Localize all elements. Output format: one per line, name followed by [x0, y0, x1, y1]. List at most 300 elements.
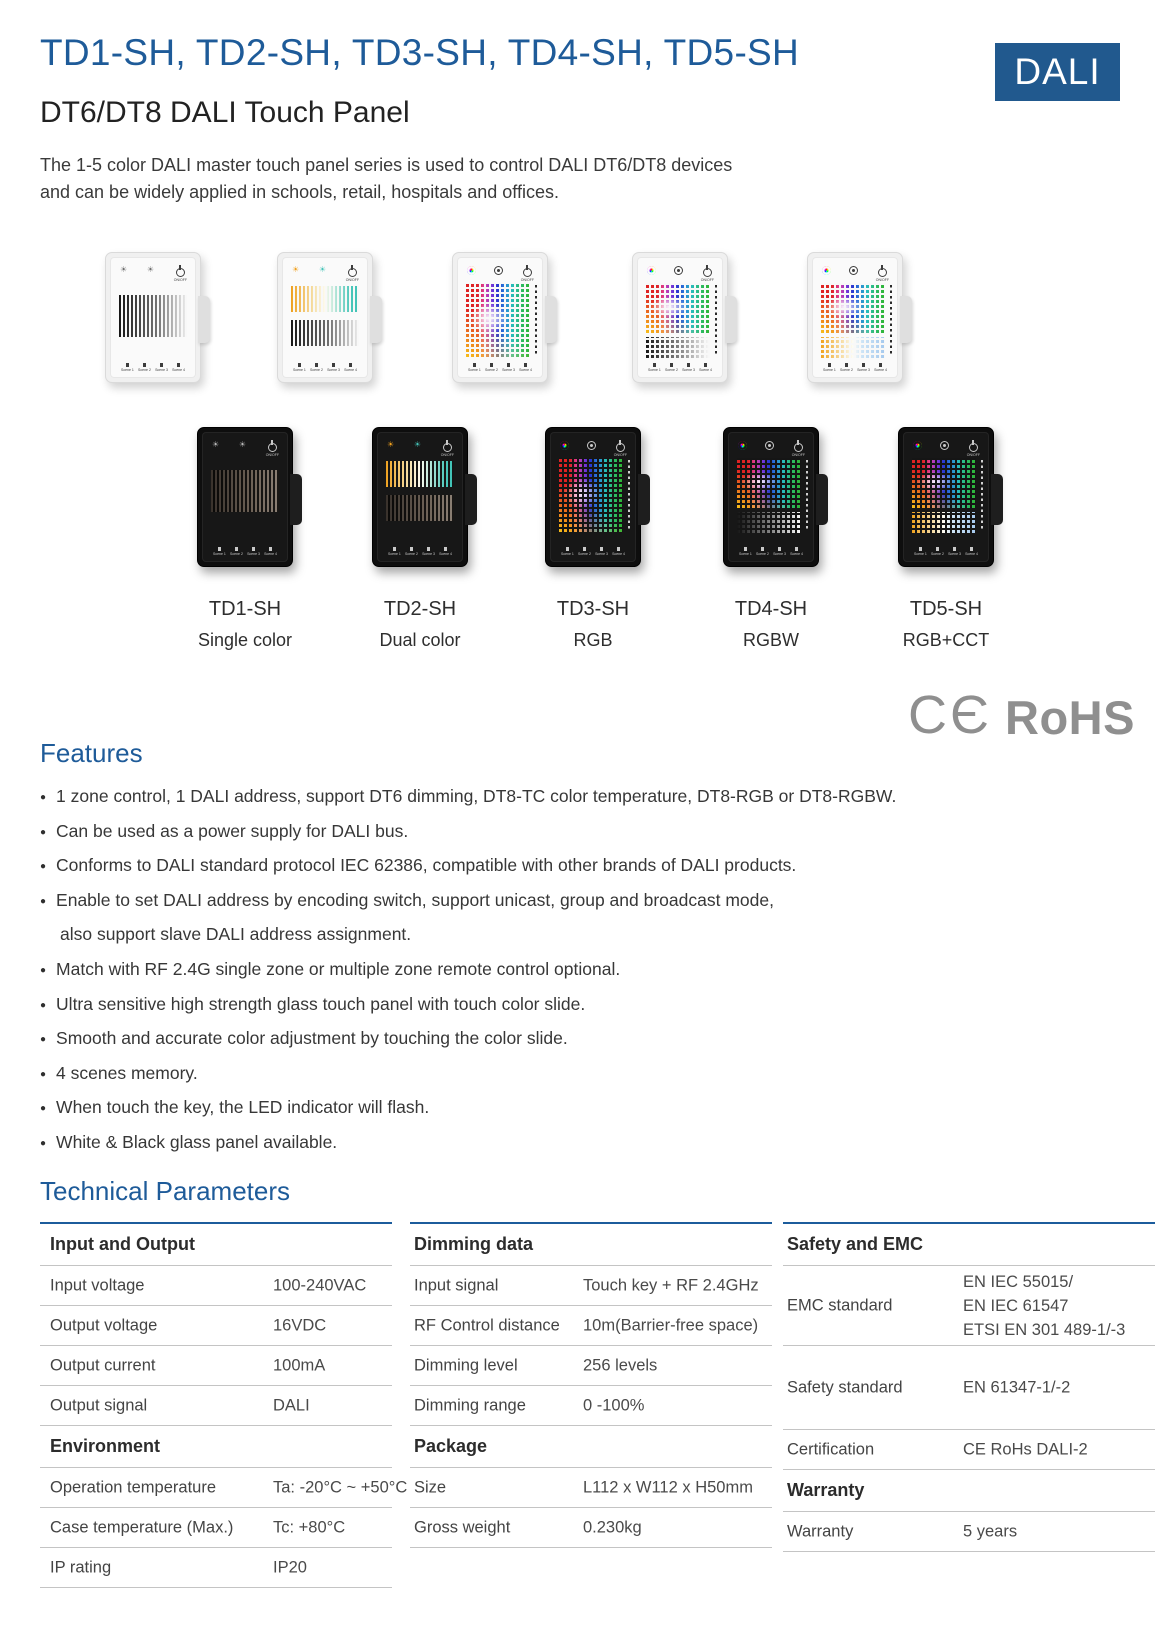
power-icon [176, 268, 185, 277]
scene-button [648, 363, 661, 372]
emc-line: EN IEC 61547 [963, 1296, 1069, 1315]
rgb-color-grid [466, 283, 530, 357]
color-wheel-icon [738, 441, 747, 450]
scene-dot [617, 547, 620, 551]
power-icon [523, 268, 532, 277]
scene-dot [177, 363, 180, 367]
scene-label: Scene 4 [790, 552, 803, 556]
feature-item: ● Enable to set DALI address by encoding switch, support unicast, group and broadcast mode, [40, 884, 896, 919]
power-button [521, 266, 534, 282]
scene-label: Scene 1 [648, 368, 661, 372]
product-model: TD3-SH [556, 598, 630, 620]
table-row [410, 1346, 772, 1386]
table-row [410, 1386, 772, 1426]
wall-mount-box [991, 474, 1003, 525]
scene-dot [795, 547, 798, 551]
panel-icon-row [120, 266, 187, 282]
panel-face [202, 432, 288, 562]
row-value: Touch key + RF 2.4GHz [583, 1276, 759, 1294]
brightness-icon [587, 441, 596, 450]
wall-mount-box [900, 296, 912, 344]
product-model: TD5-SH [909, 598, 983, 620]
scene-dot [879, 363, 882, 367]
scene-dot [235, 547, 238, 551]
scene-button [595, 547, 608, 556]
product-type: RGBW [743, 630, 799, 650]
panel-face [282, 257, 368, 378]
row-value [963, 1270, 1125, 1342]
scene-button [773, 547, 786, 556]
scene-dot [936, 547, 939, 551]
table-row-emc [783, 1266, 1155, 1346]
table-row [40, 1508, 392, 1548]
scene-dot [160, 363, 163, 367]
scene-button-row [823, 363, 887, 372]
scene-button [213, 547, 226, 556]
scene-button [739, 547, 752, 556]
wall-mount-box [370, 296, 382, 344]
scene-label: Scene 3 [422, 552, 435, 556]
scene-button [138, 363, 151, 372]
row-label: Gross weight [414, 1518, 511, 1536]
scene-button [756, 547, 769, 556]
scene-dot [953, 547, 956, 551]
scene-dot [410, 547, 413, 551]
table-row [40, 1548, 392, 1588]
scene-dot [600, 547, 603, 551]
table-row [783, 1346, 1155, 1430]
power-button [701, 266, 714, 282]
scene-dot [473, 363, 476, 367]
scene-dot [828, 363, 831, 367]
product-type: RGB [573, 630, 613, 650]
table-row [410, 1306, 772, 1346]
power-icon [268, 443, 277, 452]
product-label-td2 [332, 598, 508, 651]
cct-grid [912, 512, 976, 533]
scene-label: Scene 2 [578, 552, 591, 556]
scene-button [468, 363, 481, 372]
scene-label: Scene 3 [857, 368, 870, 372]
scene-button [857, 363, 870, 372]
table-row [410, 1508, 772, 1548]
product-label-td5 [858, 598, 1034, 651]
power-button [792, 441, 805, 457]
power-label: ON/OFF [173, 278, 187, 282]
power-icon [878, 268, 887, 277]
scene-button [665, 363, 678, 372]
scene-label: Scene 3 [682, 368, 695, 372]
table-row [40, 1346, 392, 1386]
row-value: 100mA [273, 1356, 326, 1374]
brightness-icon: ☀ [146, 265, 155, 274]
wall-mount-box [638, 474, 650, 525]
brightness-icon [940, 441, 949, 450]
scene-label: Scene 2 [840, 368, 853, 372]
scene-button [502, 363, 515, 372]
row-label: Safety standard [787, 1378, 903, 1396]
panel-icon-row [292, 266, 359, 282]
row-value: 100-240VAC [273, 1276, 367, 1294]
scene-label: Scene 2 [138, 368, 151, 372]
product-type: Single color [197, 630, 293, 650]
feature-item: ● 4 scenes memory. [40, 1057, 896, 1092]
scene-dot [218, 547, 221, 551]
section-header-dimming-data: Dimming data [410, 1224, 772, 1266]
panel-icon-row [387, 441, 454, 457]
rgb-color-grid [737, 458, 801, 508]
table-row [410, 1468, 772, 1508]
scene-button [840, 363, 853, 372]
wall-mount-box [465, 474, 477, 525]
scene-dot [298, 363, 301, 367]
color-wheel-icon [560, 441, 569, 450]
row-value: L112 x W112 x H50mm [583, 1478, 753, 1496]
scene-button [310, 363, 323, 372]
color-wheel-icon [822, 266, 831, 275]
panel-face [637, 257, 723, 378]
scene-button [388, 547, 401, 556]
description-line-1: The 1-5 color DALI master touch panel series is used to control DALI DT6/DT8 devices [40, 155, 733, 175]
power-label: ON/OFF [440, 453, 454, 457]
product-model: TD4-SH [734, 598, 808, 620]
row-label: Output signal [50, 1396, 148, 1414]
feature-item: ● When touch the key, the LED indicator will flash. [40, 1091, 896, 1126]
features-list [40, 780, 896, 1161]
row-value: IP20 [273, 1558, 307, 1576]
scene-dot [524, 363, 527, 367]
power-label: ON/OFF [613, 453, 627, 457]
panel-icon-row [822, 266, 889, 282]
power-button [346, 266, 359, 282]
section-header-input-output: Input and Output [40, 1224, 392, 1266]
scene-dot [566, 547, 569, 551]
scene-button-row [293, 363, 357, 372]
product-photo-td2-white [277, 252, 373, 383]
panel-face [457, 257, 543, 378]
table-row [783, 1512, 1155, 1552]
scene-button-row [648, 363, 712, 372]
scene-button [874, 363, 887, 372]
scene-button [965, 547, 978, 556]
scene-button [519, 363, 532, 372]
scene-dot [653, 363, 656, 367]
dimming-slider [386, 495, 454, 521]
scene-label: Scene 2 [310, 368, 323, 372]
emc-line: ETSI EN 301 489-1/-3 [963, 1320, 1126, 1339]
scene-dot [393, 547, 396, 551]
wall-mount-box [545, 296, 557, 344]
scene-dot [761, 547, 764, 551]
scene-label: Scene 4 [519, 368, 532, 372]
rgb-color-grid [912, 458, 976, 508]
rohs-mark-icon: RoHS [1005, 691, 1135, 744]
page-subtitle: DT6/DT8 DALI Touch Panel [40, 96, 410, 129]
table-row [40, 1306, 392, 1346]
color-temperature-slider [291, 286, 359, 312]
panel-face [728, 432, 814, 562]
scene-dot [269, 547, 272, 551]
description-line-2: and can be widely applied in schools, retail, hospitals and offices. [40, 182, 559, 202]
panel-face [550, 432, 636, 562]
section-header-package: Package [410, 1426, 772, 1468]
power-button [174, 266, 187, 282]
power-button [614, 441, 627, 457]
scene-dot [315, 363, 318, 367]
scene-button [578, 547, 591, 556]
product-label-td4 [683, 598, 859, 651]
power-button [876, 266, 889, 282]
scene-label: Scene 4 [172, 368, 185, 372]
scene-label: Scene 1 [388, 552, 401, 556]
scene-dot [919, 547, 922, 551]
scene-label: Scene 3 [155, 368, 168, 372]
brightness-dot-column [981, 460, 983, 530]
row-label: Certification [787, 1440, 875, 1458]
scene-label: Scene 4 [874, 368, 887, 372]
row-value: Tc: +80°C [273, 1518, 346, 1536]
panel-icon-row [560, 441, 627, 457]
section-header-environment: Environment [40, 1426, 392, 1468]
product-photo-td1-white [105, 252, 201, 383]
row-value: 0.230kg [583, 1518, 642, 1536]
rgb-color-grid [821, 283, 885, 333]
feature-item: ● Ultra sensitive high strength glass touch panel with touch color slide. [40, 988, 896, 1023]
table-row [783, 1430, 1155, 1470]
scene-button-row [914, 547, 978, 556]
scene-label: Scene 3 [948, 552, 961, 556]
product-label-td1 [157, 598, 333, 651]
row-label: Case temperature (Max.) [50, 1518, 234, 1536]
scene-label: Scene 4 [612, 552, 625, 556]
scene-button [172, 363, 185, 372]
panel-face [812, 257, 898, 378]
product-photo-td5-black [898, 427, 994, 567]
product-photo-td4-white [632, 252, 728, 383]
brightness-icon [765, 441, 774, 450]
feature-item: ● 1 zone control, 1 DALI address, support DT6 dimming, DT8-TC color temperature, DT8-RGB or DT8-RGBW. [40, 780, 896, 815]
power-icon [443, 443, 452, 452]
feature-item: ● Conforms to DALI standard protocol IEC 62386, compatible with other brands of DALI products. [40, 849, 896, 884]
row-value: 5 years [963, 1522, 1018, 1540]
power-label: ON/OFF [700, 278, 714, 282]
dali-logo-text: DALI [1014, 51, 1101, 92]
feature-item: ● White & Black glass panel available. [40, 1126, 896, 1161]
panel-face [110, 257, 196, 378]
feature-item: ● Can be used as a power supply for DALI bus. [40, 815, 896, 850]
product-photo-td2-black [372, 427, 468, 567]
scene-dot [670, 363, 673, 367]
product-type: Dual color [379, 630, 461, 650]
power-label: ON/OFF [520, 278, 534, 282]
scene-button [485, 363, 498, 372]
color-temperature-slider [386, 461, 454, 487]
scene-button [612, 547, 625, 556]
scene-label: Scene 4 [699, 368, 712, 372]
scene-label: Scene 3 [502, 368, 515, 372]
scene-dot [687, 363, 690, 367]
panel-icon-row [738, 441, 805, 457]
scene-button-row [561, 547, 625, 556]
brightness-dot-column [806, 460, 808, 530]
scene-button-row [468, 363, 532, 372]
power-icon [616, 443, 625, 452]
scene-button [561, 547, 574, 556]
emc-line: EN IEC 55015/ [963, 1272, 1074, 1291]
scene-label: Scene 1 [468, 368, 481, 372]
scene-dot [427, 547, 430, 551]
scene-label: Scene 2 [665, 368, 678, 372]
row-label: Input signal [414, 1276, 499, 1294]
section-header-safety-emc: Safety and EMC [783, 1224, 1155, 1266]
scene-label: Scene 1 [823, 368, 836, 372]
scene-dot [143, 363, 146, 367]
scene-button [327, 363, 340, 372]
scene-dot [444, 547, 447, 551]
scene-dot [490, 363, 493, 367]
scene-label: Scene 3 [773, 552, 786, 556]
warm-white-icon: ☀ [292, 265, 300, 274]
scene-label: Scene 2 [485, 368, 498, 372]
scene-button-row [739, 547, 803, 556]
row-label: Output current [50, 1356, 156, 1374]
ce-mark-icon: CЄ [908, 685, 992, 745]
brightness-dot-column [715, 285, 717, 355]
row-value: 10m(Barrier-free space) [583, 1316, 759, 1334]
scene-button [790, 547, 803, 556]
scene-label: Scene 1 [121, 368, 134, 372]
dali-logo [995, 43, 1120, 101]
warm-white-icon: ☀ [387, 440, 395, 449]
brightness-dot-column [535, 285, 537, 355]
panel-face [377, 432, 463, 562]
feature-item-continuation: also support slave DALI address assignment. [60, 924, 412, 945]
dimming-slider [291, 320, 359, 346]
brightness-dot-column [890, 285, 892, 355]
row-value: 256 levels [583, 1356, 658, 1374]
tech-column-safety [783, 1222, 1155, 1552]
row-label: Size [414, 1478, 447, 1496]
features-heading: Features [40, 738, 143, 768]
power-label: ON/OFF [791, 453, 805, 457]
scene-label: Scene 2 [230, 552, 243, 556]
technical-parameters-heading: Technical Parameters [40, 1176, 290, 1206]
panel-icon-row [647, 266, 714, 282]
scene-label: Scene 1 [914, 552, 927, 556]
row-label: Dimming range [414, 1396, 526, 1414]
row-value: EN 61347-1/-2 [963, 1378, 1071, 1396]
tech-column-input-output [40, 1222, 408, 1588]
row-value: 0 -100% [583, 1396, 645, 1414]
scene-label: Scene 4 [264, 552, 277, 556]
power-icon [969, 443, 978, 452]
row-value: CE RoHs DALI-2 [963, 1440, 1088, 1458]
scene-dot [583, 547, 586, 551]
scene-button-row [213, 547, 277, 556]
scene-button [121, 363, 134, 372]
scene-label: Scene 2 [405, 552, 418, 556]
dim-down-icon: ☀ [120, 265, 128, 274]
power-button [441, 441, 454, 457]
panel-icon-row [913, 441, 980, 457]
brightness-icon: ☀ [238, 440, 247, 449]
page-title: TD1-SH, TD2-SH, TD3-SH, TD4-SH, TD5-SH [40, 32, 800, 73]
product-photo-td1-black [197, 427, 293, 567]
product-photo-td3-white [452, 252, 548, 383]
wall-mount-box [290, 474, 302, 525]
row-label: Dimming level [414, 1356, 518, 1374]
feature-item: ● Match with RF 2.4G single zone or multiple zone remote control optional. [40, 953, 896, 988]
scene-dot [744, 547, 747, 551]
tech-column-dimming [410, 1222, 772, 1548]
product-description [40, 152, 732, 206]
scene-button [682, 363, 695, 372]
product-model: TD2-SH [383, 598, 457, 620]
scene-button [914, 547, 927, 556]
scene-label: Scene 3 [327, 368, 340, 372]
row-value: Ta: -20°C ~ +50°C [273, 1478, 408, 1496]
panel-icon-row [467, 266, 534, 282]
row-label: IP rating [50, 1558, 112, 1576]
scene-button-row [388, 547, 452, 556]
scene-label: Scene 4 [439, 552, 452, 556]
scene-label: Scene 1 [293, 368, 306, 372]
rgb-color-grid [559, 458, 623, 532]
scene-dot [332, 363, 335, 367]
scene-button [155, 363, 168, 372]
row-label: RF Control distance [414, 1316, 560, 1334]
power-icon [348, 268, 357, 277]
scene-label: Scene 1 [739, 552, 752, 556]
scene-dot [862, 363, 865, 367]
row-value: DALI [273, 1396, 310, 1414]
scene-dot [349, 363, 352, 367]
power-button [967, 441, 980, 457]
row-label: Output voltage [50, 1316, 158, 1334]
scene-button [264, 547, 277, 556]
scene-button [293, 363, 306, 372]
dim-down-icon: ☀ [212, 440, 220, 449]
color-wheel-icon [647, 266, 656, 275]
product-label-td3 [505, 598, 681, 651]
scene-button [948, 547, 961, 556]
scene-button [247, 547, 260, 556]
scene-label: Scene 3 [247, 552, 260, 556]
wall-mount-box [816, 474, 828, 525]
product-type: RGB+CCT [902, 630, 990, 650]
table-row [40, 1266, 392, 1306]
scene-dot [970, 547, 973, 551]
color-wheel-icon [913, 441, 922, 450]
scene-button [699, 363, 712, 372]
row-label: EMC standard [787, 1296, 893, 1314]
rgb-color-grid [646, 283, 710, 333]
scene-label: Scene 2 [931, 552, 944, 556]
table-row [410, 1266, 772, 1306]
power-label: ON/OFF [966, 453, 980, 457]
dimming-slider [119, 295, 187, 337]
dimming-slider [211, 470, 279, 512]
table-row [40, 1468, 408, 1508]
row-label: Operation temperature [50, 1478, 217, 1496]
white-channel-grid [646, 337, 710, 358]
product-photo-td4-black [723, 427, 819, 567]
scene-button [422, 547, 435, 556]
feature-item: ● Smooth and accurate color adjustment by touching the color slide. [40, 1022, 896, 1057]
scene-dot [252, 547, 255, 551]
scene-label: Scene 2 [756, 552, 769, 556]
brightness-icon [849, 266, 858, 275]
